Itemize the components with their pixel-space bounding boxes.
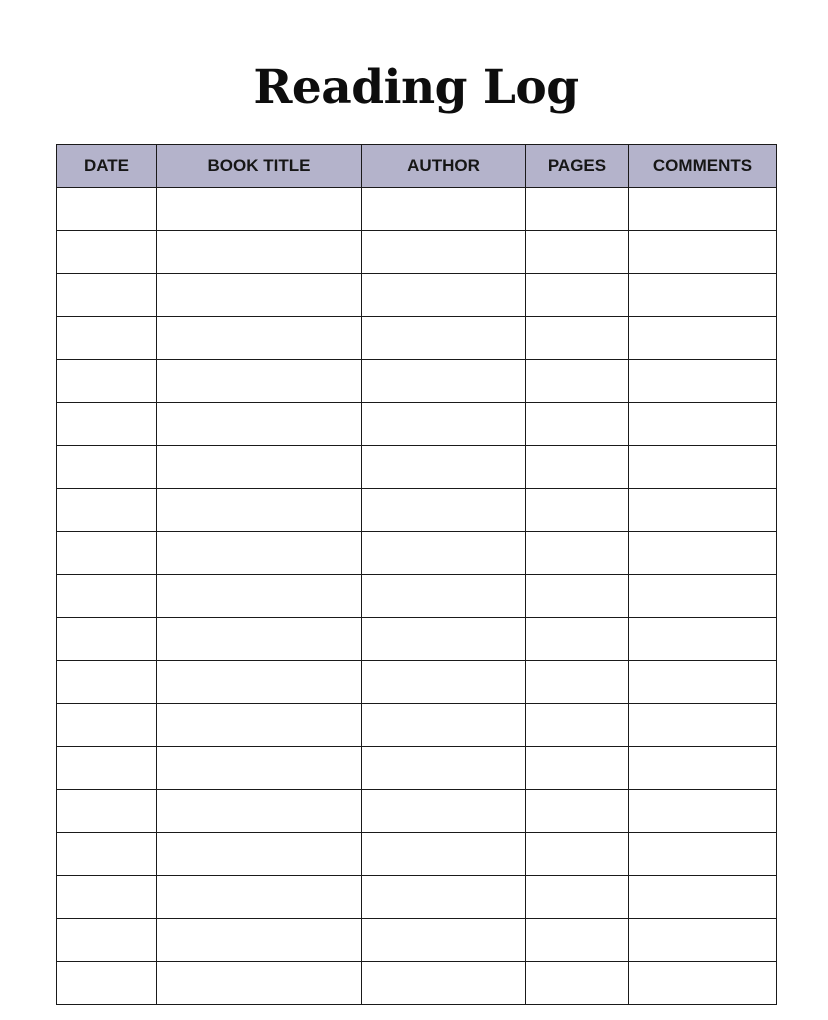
pages-cell[interactable] <box>526 188 629 231</box>
author-cell[interactable] <box>362 833 526 876</box>
pages-cell[interactable] <box>526 876 629 919</box>
pages-cell[interactable] <box>526 446 629 489</box>
table-row <box>57 962 777 1005</box>
table-body <box>57 188 777 1005</box>
table-row <box>57 532 777 575</box>
book-title-cell[interactable] <box>157 489 362 532</box>
author-cell[interactable] <box>362 661 526 704</box>
comments-cell[interactable] <box>629 317 777 360</box>
comments-cell[interactable] <box>629 403 777 446</box>
author-cell[interactable] <box>362 489 526 532</box>
table-row <box>57 188 777 231</box>
author-cell[interactable] <box>362 274 526 317</box>
pages-cell[interactable] <box>526 833 629 876</box>
author-cell[interactable] <box>362 747 526 790</box>
comments-cell[interactable] <box>629 618 777 661</box>
table-row <box>57 790 777 833</box>
table-row <box>57 833 777 876</box>
pages-cell[interactable] <box>526 403 629 446</box>
author-cell[interactable] <box>362 618 526 661</box>
pages-cell[interactable] <box>526 919 629 962</box>
table-row <box>57 575 777 618</box>
date-cell[interactable] <box>57 274 157 317</box>
table-row <box>57 446 777 489</box>
author-cell[interactable] <box>362 575 526 618</box>
book-title-cell[interactable] <box>157 403 362 446</box>
comments-cell[interactable] <box>629 360 777 403</box>
date-cell[interactable] <box>57 403 157 446</box>
book-title-cell[interactable] <box>157 962 362 1005</box>
date-cell[interactable] <box>57 747 157 790</box>
book-title-cell[interactable] <box>157 704 362 747</box>
book-title-cell[interactable] <box>157 575 362 618</box>
pages-cell[interactable] <box>526 317 629 360</box>
pages-cell[interactable] <box>526 747 629 790</box>
date-cell[interactable] <box>57 575 157 618</box>
date-cell[interactable] <box>57 876 157 919</box>
author-cell[interactable] <box>362 231 526 274</box>
comments-cell[interactable] <box>629 274 777 317</box>
pages-cell[interactable] <box>526 661 629 704</box>
comments-cell[interactable] <box>629 833 777 876</box>
book-title-cell[interactable] <box>157 188 362 231</box>
pages-cell[interactable] <box>526 790 629 833</box>
date-cell[interactable] <box>57 231 157 274</box>
author-cell[interactable] <box>362 403 526 446</box>
date-cell[interactable] <box>57 962 157 1005</box>
table-row <box>57 747 777 790</box>
table-row <box>57 317 777 360</box>
book-title-cell[interactable] <box>157 919 362 962</box>
author-cell[interactable] <box>362 532 526 575</box>
column-header-pages: PAGES <box>526 145 629 188</box>
pages-cell[interactable] <box>526 704 629 747</box>
book-title-cell[interactable] <box>157 661 362 704</box>
date-cell[interactable] <box>57 790 157 833</box>
date-cell[interactable] <box>57 661 157 704</box>
table-row <box>57 704 777 747</box>
pages-cell[interactable] <box>526 962 629 1005</box>
book-title-cell[interactable] <box>157 274 362 317</box>
author-cell[interactable] <box>362 446 526 489</box>
table-row <box>57 403 777 446</box>
comments-cell[interactable] <box>629 790 777 833</box>
date-cell[interactable] <box>57 618 157 661</box>
date-cell[interactable] <box>57 704 157 747</box>
author-cell[interactable] <box>362 919 526 962</box>
column-header-comments: COMMENTS <box>629 145 777 188</box>
author-cell[interactable] <box>362 876 526 919</box>
pages-cell[interactable] <box>526 231 629 274</box>
date-cell[interactable] <box>57 532 157 575</box>
book-title-cell[interactable] <box>157 446 362 489</box>
book-title-cell[interactable] <box>157 747 362 790</box>
date-cell[interactable] <box>57 489 157 532</box>
comments-cell[interactable] <box>629 661 777 704</box>
author-cell[interactable] <box>362 790 526 833</box>
author-cell[interactable] <box>362 317 526 360</box>
table-row <box>57 360 777 403</box>
author-cell[interactable] <box>362 188 526 231</box>
book-title-cell[interactable] <box>157 876 362 919</box>
book-title-cell[interactable] <box>157 790 362 833</box>
table-row <box>57 876 777 919</box>
author-cell[interactable] <box>362 360 526 403</box>
table-row <box>57 618 777 661</box>
table-row <box>57 661 777 704</box>
book-title-cell[interactable] <box>157 317 362 360</box>
book-title-cell[interactable] <box>157 532 362 575</box>
author-cell[interactable] <box>362 962 526 1005</box>
table-row <box>57 489 777 532</box>
pages-cell[interactable] <box>526 575 629 618</box>
column-header-date: DATE <box>57 145 157 188</box>
pages-cell[interactable] <box>526 489 629 532</box>
pages-cell[interactable] <box>526 618 629 661</box>
pages-cell[interactable] <box>526 532 629 575</box>
date-cell[interactable] <box>57 360 157 403</box>
pages-cell[interactable] <box>526 274 629 317</box>
comments-cell[interactable] <box>629 532 777 575</box>
date-cell[interactable] <box>57 446 157 489</box>
column-header-book-title: BOOK TITLE <box>157 145 362 188</box>
book-title-cell[interactable] <box>157 618 362 661</box>
comments-cell[interactable] <box>629 446 777 489</box>
comments-cell[interactable] <box>629 489 777 532</box>
comments-cell[interactable] <box>629 188 777 231</box>
pages-cell[interactable] <box>526 360 629 403</box>
comments-cell[interactable] <box>629 747 777 790</box>
date-cell[interactable] <box>57 188 157 231</box>
date-cell[interactable] <box>57 317 157 360</box>
page-title: Reading Log <box>253 60 579 115</box>
comments-cell[interactable] <box>629 962 777 1005</box>
table-row <box>57 231 777 274</box>
book-title-cell[interactable] <box>157 231 362 274</box>
comments-cell[interactable] <box>629 231 777 274</box>
book-title-cell[interactable] <box>157 360 362 403</box>
table-row <box>57 274 777 317</box>
column-header-author: AUTHOR <box>362 145 526 188</box>
book-title-cell[interactable] <box>157 833 362 876</box>
date-cell[interactable] <box>57 919 157 962</box>
comments-cell[interactable] <box>629 919 777 962</box>
author-cell[interactable] <box>362 704 526 747</box>
table-header-row <box>57 145 777 188</box>
comments-cell[interactable] <box>629 575 777 618</box>
date-cell[interactable] <box>57 833 157 876</box>
comments-cell[interactable] <box>629 876 777 919</box>
table-row <box>57 919 777 962</box>
reading-log-table <box>56 144 777 1005</box>
comments-cell[interactable] <box>629 704 777 747</box>
